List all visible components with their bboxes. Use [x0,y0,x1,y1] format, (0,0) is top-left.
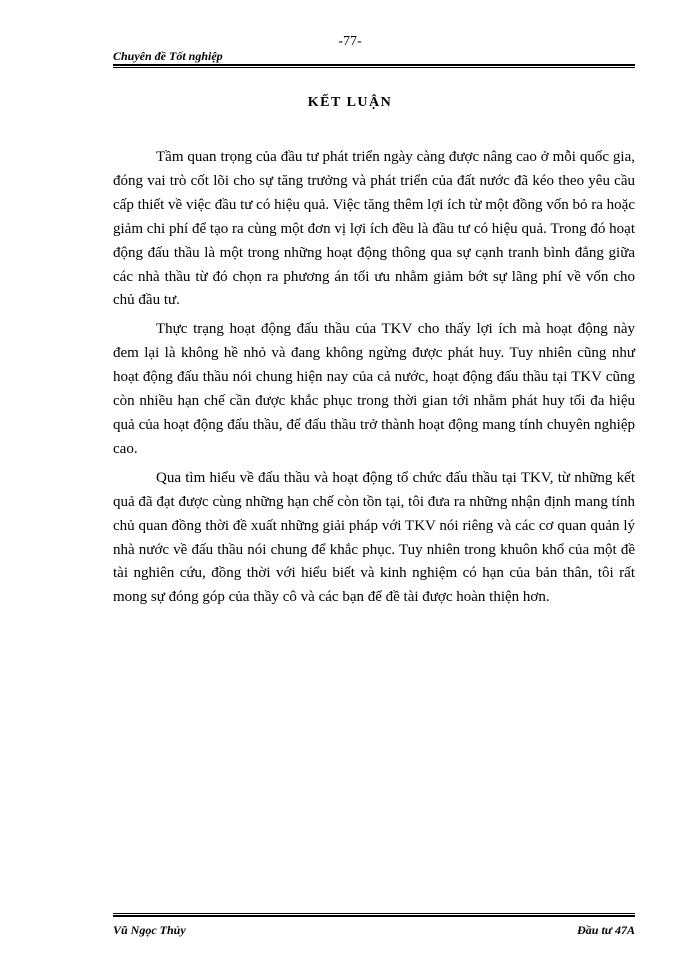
paragraph-1: Tầm quan trọng của đầu tư phát triển ngày càng được nâng cao ở mỗi quốc gia, đóng vai trò cốt lõi cho sự tăng trưởng và phát triển của đất nước đã kéo theo yêu cầu cấp thiết về việc đầu tư có hiệu quả. Việc tăng thêm lợi ích từ một đồng vốn bỏ ra hoặc giảm chi phí để tạo ra cùng một đơn vị lợi ích đều là đầu tư có hiệu quả. Trong đó hoạt động đấu thầu là một trong những hoạt động thông qua sự cạnh tranh bình đẳng giữa các nhà thầu từ đó chọn ra phương án tối ưu nhằm giảm bớt sự lãng phí về vốn cho chủ đầu tư. [113,149,635,309]
document-title: KẾT LUẬN [307,95,393,110]
footer-divider [113,913,635,917]
header-title: Chuyên đề Tốt nghiệp [113,49,223,63]
document-body [113,146,635,615]
header-divider [113,64,635,68]
paragraph-2: Thực trạng hoạt động đấu thầu của TKV cho thấy lợi ích mà hoạt động này đem lại là không hề nhỏ và đang không ngừng được phát huy. Tuy nhiên cũng như hoạt động đấu thầu nói chung hiện nay của cả nước, hoạt động đấu thầu tại TKV cũng còn nhiều hạn chế cần được khắc phục trong thời gian tới nhằm phát huy tối đa hiệu quả của hoạt động đấu thầu, để đấu thầu trở thành hoạt động mang tính chuyên nghiệp cao. [113,321,635,457]
footer-class: Đầu tư 47A [577,923,635,937]
page-number: -77- [338,34,362,49]
footer-author: Vũ Ngọc Thủy [113,923,186,937]
paragraph-3: Qua tìm hiểu về đấu thầu và hoạt động tổ chức đấu thầu tại TKV, từ những kết quả đã đạt được cùng những hạn chế còn tồn tại, tôi đưa ra những nhận định mang tính chủ quan đồng thời đề xuất những giải pháp với TKV nói riêng và các cơ quan quản lý nhà nước về đấu thầu nói chung để khắc phục. Tuy nhiên trong khuôn khổ của một đề tài nghiên cứu, đồng thời với hiểu biết và kinh nghiệm có hạn của bản thân, tôi rất mong sự đóng góp của thầy cô và các bạn để đề tài được hoàn thiện hơn. [113,469,635,606]
